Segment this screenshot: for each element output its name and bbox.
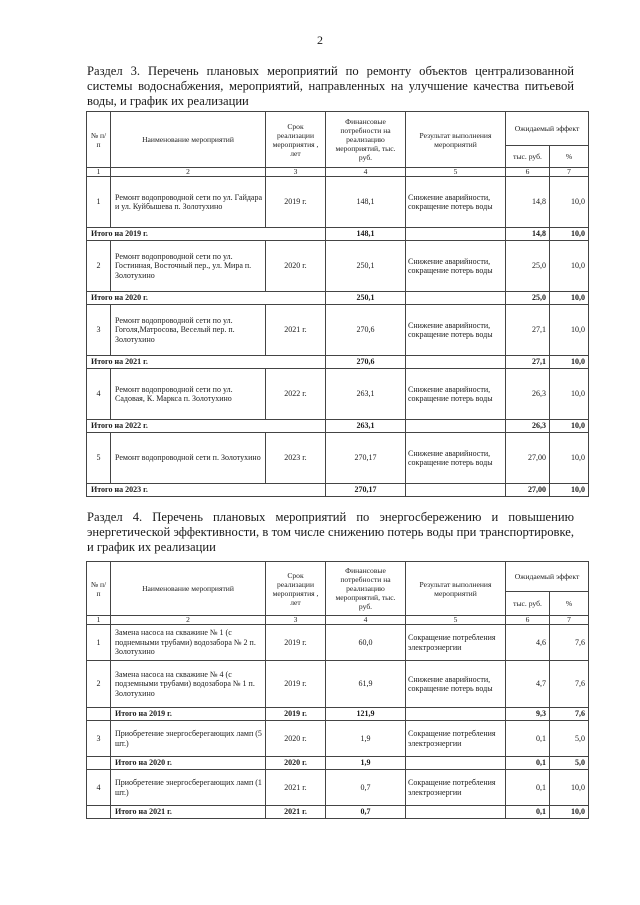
row-number: 3 (87, 305, 111, 356)
event-finance: 263,1 (326, 369, 406, 420)
effect-pct: 7,6 (550, 625, 589, 661)
empty-cell (406, 420, 506, 433)
total-row (87, 484, 589, 497)
header-finance: Финансовые потребности на реализацию мероприятий, тыс. руб. (326, 112, 406, 168)
total-finance: 148,1 (326, 228, 406, 241)
total-effect-rub: 27,1 (506, 356, 550, 369)
effect-pct: 10,0 (550, 433, 589, 484)
event-name: Ремонт водопроводной сети п. Золотухино (111, 433, 266, 484)
effect-rub: 27,00 (506, 433, 550, 484)
total-effect-pct: 10,0 (550, 228, 589, 241)
row-number: 4 (87, 770, 111, 806)
event-term: 2019 г. (266, 661, 326, 708)
total-finance: 250,1 (326, 292, 406, 305)
total-term: 2021 г. (266, 806, 326, 819)
event-result: Снижение аварийности, сокращение потерь воды (406, 369, 506, 420)
total-effect-pct: 7,6 (550, 708, 589, 721)
event-name: Ремонт водопроводной сети по ул. Гоголя,Матросова, Веселый пер. п. Золотухино (111, 305, 266, 356)
effect-pct: 10,0 (550, 177, 589, 228)
empty-cell (87, 757, 111, 770)
total-effect-pct: 5,0 (550, 757, 589, 770)
empty-cell (406, 484, 506, 497)
event-term: 2019 г. (266, 177, 326, 228)
row-number: 5 (87, 433, 111, 484)
column-number: 1 (87, 168, 111, 177)
event-term: 2020 г. (266, 721, 326, 757)
header-result: Результат выполнения мероприятий (406, 562, 506, 616)
header-effect-rub: тыс. руб. (506, 592, 550, 616)
total-effect-rub: 26,3 (506, 420, 550, 433)
effect-pct: 10,0 (550, 305, 589, 356)
event-finance: 250,1 (326, 241, 406, 292)
section-3-heading: Раздел 3. Перечень плановых мероприятий по ремонту объектов централизованной системы водоснабжения, мероприятий, направленных на улучшение качества питьевой воды, и график их реализации (87, 64, 574, 108)
column-number: 3 (266, 168, 326, 177)
event-result: Сокращение потребления электроэнергии (406, 770, 506, 806)
effect-pct: 5,0 (550, 721, 589, 757)
empty-cell (87, 806, 111, 819)
table-row (87, 661, 589, 708)
header-num: № п/п (87, 112, 111, 168)
header-num: № п/п (87, 562, 111, 616)
effect-pct: 10,0 (550, 241, 589, 292)
event-result: Сокращение потребления электроэнергии (406, 625, 506, 661)
total-effect-pct: 10,0 (550, 292, 589, 305)
event-finance: 0,7 (326, 770, 406, 806)
header-effect: Ожидаемый эффект (506, 562, 589, 592)
event-name: Приобретение энергосберегающих ламп (5 шт.) (111, 721, 266, 757)
header-finance: Финансовые потребности на реализацию мероприятий, тыс. руб. (326, 562, 406, 616)
total-effect-pct: 10,0 (550, 356, 589, 369)
event-result: Снижение аварийности, сокращение потерь воды (406, 177, 506, 228)
row-number: 2 (87, 661, 111, 708)
total-finance: 1,9 (326, 757, 406, 770)
total-label: Итого на 2022 г. (87, 420, 326, 433)
event-term: 2023 г. (266, 433, 326, 484)
table-row (87, 625, 589, 661)
table-row (87, 770, 589, 806)
empty-cell (406, 356, 506, 369)
table-row (87, 241, 589, 292)
event-term: 2020 г. (266, 241, 326, 292)
total-finance: 270,6 (326, 356, 406, 369)
column-number: 4 (326, 616, 406, 625)
effect-rub: 26,3 (506, 369, 550, 420)
event-name: Ремонт водопроводной сети по ул. Гостинная, Восточный пер., ул. Мира п. Золотухино (111, 241, 266, 292)
table-row (87, 305, 589, 356)
effect-rub: 14,8 (506, 177, 550, 228)
event-finance: 61,9 (326, 661, 406, 708)
empty-cell (406, 757, 506, 770)
column-number: 4 (326, 168, 406, 177)
total-label: Итого на 2020 г. (87, 292, 326, 305)
row-number: 4 (87, 369, 111, 420)
table-row (87, 177, 589, 228)
table-row (87, 721, 589, 757)
header-term: Срок реализации мероприятия , лет (266, 112, 326, 168)
column-number-row (87, 616, 589, 625)
effect-rub: 25,0 (506, 241, 550, 292)
column-number: 3 (266, 616, 326, 625)
total-finance: 121,9 (326, 708, 406, 721)
event-result: Сокращение потребления электроэнергии (406, 721, 506, 757)
event-term: 2019 г. (266, 625, 326, 661)
effect-pct: 10,0 (550, 770, 589, 806)
header-effect: Ожидаемый эффект (506, 112, 589, 146)
empty-cell (406, 708, 506, 721)
column-number-row (87, 168, 589, 177)
total-effect-rub: 25,0 (506, 292, 550, 305)
effect-rub: 4,7 (506, 661, 550, 708)
header-term: Срок реализации мероприятия , лет (266, 562, 326, 616)
empty-cell (406, 228, 506, 241)
total-row (87, 292, 589, 305)
column-number: 5 (406, 168, 506, 177)
page-number: 2 (317, 33, 323, 47)
total-term: 2019 г. (266, 708, 326, 721)
event-result: Снижение аварийности, сокращение потерь воды (406, 241, 506, 292)
section-4-heading: Раздел 4. Перечень плановых мероприятий по энергосбережению и повышению энергетической эффективности, в том числе снижению потерь воды при транспортировке, и график их реализации (87, 510, 574, 554)
column-number: 1 (87, 616, 111, 625)
total-label: Итого на 2019 г. (111, 708, 266, 721)
column-number: 2 (111, 168, 266, 177)
table-row (87, 433, 589, 484)
column-number: 2 (111, 616, 266, 625)
total-effect-rub: 14,8 (506, 228, 550, 241)
event-finance: 270,17 (326, 433, 406, 484)
total-row (87, 356, 589, 369)
row-number: 2 (87, 241, 111, 292)
total-row (87, 708, 589, 721)
total-row (87, 806, 589, 819)
total-finance: 263,1 (326, 420, 406, 433)
total-label: Итого на 2021 г. (111, 806, 266, 819)
total-finance: 0,7 (326, 806, 406, 819)
event-term: 2022 г. (266, 369, 326, 420)
column-number: 7 (550, 168, 589, 177)
effect-pct: 10,0 (550, 369, 589, 420)
column-number: 5 (406, 616, 506, 625)
row-number: 3 (87, 721, 111, 757)
header-effect-rub: тыс. руб. (506, 146, 550, 168)
total-label: Итого на 2020 г. (111, 757, 266, 770)
header-result: Результат выполнения мероприятий (406, 112, 506, 168)
total-label: Итого на 2023 г. (87, 484, 326, 497)
total-row (87, 420, 589, 433)
event-result: Снижение аварийности, сокращение потерь воды (406, 433, 506, 484)
total-term: 2020 г. (266, 757, 326, 770)
event-name: Замена насоса на скважине № 1 (с поднемными трубами) водозабора № 2 п. Золотухино (111, 625, 266, 661)
event-name: Приобретение энергосберегающих ламп (1 шт.) (111, 770, 266, 806)
total-effect-rub: 27,00 (506, 484, 550, 497)
total-effect-rub: 0,1 (506, 806, 550, 819)
total-effect-pct: 10,0 (550, 484, 589, 497)
empty-cell (406, 806, 506, 819)
section-3-table (86, 111, 589, 497)
header-effect-pct: % (550, 146, 589, 168)
row-number: 1 (87, 625, 111, 661)
column-number: 6 (506, 616, 550, 625)
event-name: Ремонт водопроводной сети по ул. Гайдара и ул. Куйбышева п. Золотухино (111, 177, 266, 228)
total-effect-rub: 9,3 (506, 708, 550, 721)
section-4-table (86, 561, 589, 819)
total-effect-rub: 0,1 (506, 757, 550, 770)
event-finance: 148,1 (326, 177, 406, 228)
event-term: 2021 г. (266, 770, 326, 806)
total-label: Итого на 2021 г. (87, 356, 326, 369)
event-finance: 1,9 (326, 721, 406, 757)
effect-rub: 4,6 (506, 625, 550, 661)
effect-rub: 0,1 (506, 770, 550, 806)
column-number: 6 (506, 168, 550, 177)
total-effect-pct: 10,0 (550, 420, 589, 433)
event-finance: 270,6 (326, 305, 406, 356)
total-label: Итого на 2019 г. (87, 228, 326, 241)
header-name: Наименование мероприятий (111, 562, 266, 616)
event-result: Снижение аварийности, сокращение потерь воды (406, 305, 506, 356)
empty-cell (406, 292, 506, 305)
empty-cell (87, 708, 111, 721)
header-effect-pct: % (550, 592, 589, 616)
event-name: Ремонт водопроводной сети по ул. Садовая, К. Маркса п. Золотухино (111, 369, 266, 420)
total-row (87, 228, 589, 241)
total-finance: 270,17 (326, 484, 406, 497)
effect-pct: 7,6 (550, 661, 589, 708)
total-row (87, 757, 589, 770)
effect-rub: 27,1 (506, 305, 550, 356)
event-result: Снижение аварийности, сокращение потерь воды (406, 661, 506, 708)
table-row (87, 369, 589, 420)
effect-rub: 0,1 (506, 721, 550, 757)
event-term: 2021 г. (266, 305, 326, 356)
row-number: 1 (87, 177, 111, 228)
total-effect-pct: 10,0 (550, 806, 589, 819)
header-name: Наименование мероприятий (111, 112, 266, 168)
event-name: Замена насоса на скважине № 4 (с подземными трубами) водозабора № 1 п. Золотухино (111, 661, 266, 708)
event-finance: 60,0 (326, 625, 406, 661)
column-number: 7 (550, 616, 589, 625)
